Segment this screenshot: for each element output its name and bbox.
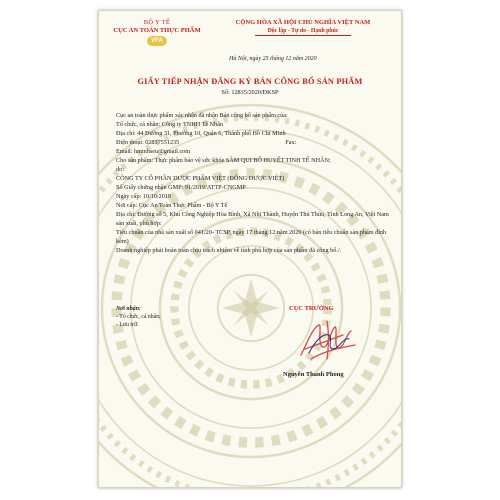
certificate-document <box>98 10 402 488</box>
intro-line: Cục an toàn thực phẩm xác nhận đã nhận Bản công bố sản phẩm của: <box>116 112 288 119</box>
agency-logo-icon: VFA <box>147 36 167 46</box>
address-line: Địa chỉ: 44 Đường 31, Phường 10, Quận 6, Thành phố Hồ Chí Minh <box>116 130 286 137</box>
country-name: CỘNG HÒA XÃ HỘI CHỦ NGHĨA VIỆT NAM <box>235 19 371 26</box>
contact-row <box>116 138 390 147</box>
ministry-name: BỘ Y TẾ <box>143 19 171 26</box>
issue-date-line: Hà Nội, ngày 25 tháng 12 năm 2020 <box>229 56 317 62</box>
signer-name: Nguyễn Thanh Phong <box>283 371 344 378</box>
signer-title: CỤC TRƯỞNG <box>289 305 334 312</box>
fax-line: Fax: <box>285 139 297 146</box>
gmp-issue-date: Ngày cấp: 10/10/2019 <box>116 193 171 200</box>
gmp-line: Số Giấy chứng nhận GMP: 91/2019/ATTP-CNGMP <box>116 184 246 191</box>
recipients-title: Nơi nhận: <box>116 306 141 312</box>
recipient-item: - Tổ chức, cá nhân; <box>116 314 161 320</box>
agency-header <box>109 19 205 46</box>
email-line: Email: hminhseu@gmail.com <box>116 148 191 155</box>
phone-line: Điện thoại: 02837551235 <box>116 139 180 146</box>
document-number: Số: 12835/2020/ĐKSP <box>221 89 279 96</box>
responsibility-statement: Doanh nghiệp phải hoàn toàn chịu trách nhiệm về tính phù hợp của sản phẩm đã công bố./. <box>116 247 342 254</box>
organization-line: Tổ chức, cá nhân: Công ty TNHH Tế Nhân <box>116 121 224 128</box>
product-standard: Tiêu chuẩn của nhà sản xuất số 041/20- TCSP, ngày 17 tháng 12 năm 2020 (có bản tiêu chuẩn sản phẩm đính kèm) <box>116 229 387 245</box>
national-header <box>211 19 395 36</box>
document-body <box>116 111 390 255</box>
document-title: GIẤY TIẾP NHẬN ĐĂNG KÝ BẢN CÔNG BỐ SẢN PHẨM <box>137 77 363 86</box>
recipient-item: - Lưu trữ. <box>116 322 139 328</box>
agency-name: CỤC AN TOÀN THỰC PHẨM <box>113 27 201 34</box>
manufacturer-line: CÔNG TY CỔ PHẦN DƯỢC PHẨM VIỆT (ĐÔNG DƯỢC VIỆT) <box>116 175 285 182</box>
factory-address: Địa chỉ: Đường số 5, Khu Công Nghiệp Hòa Bình, Xã Nhị Thành, Huyện Thủ Thừa, Tỉnh Long An, Việt Nam sản xuất, phù hợp: <box>116 211 389 227</box>
national-motto: Độc lập - Tự do - Hạnh phúc <box>267 28 339 34</box>
product-line: Cho sản phẩm: Thực phẩm bảo vệ sức khỏe SÂM QUI BỔ HUYẾT TINH TẾ NHÂN; <box>116 157 331 164</box>
recipients-block <box>116 305 161 329</box>
by-line: do: <box>116 166 124 173</box>
signature-stamp-icon <box>293 315 363 365</box>
motto-underline <box>255 35 351 36</box>
gmp-issued-by: Nơi cấp: Cục An Toàn Thực Phẩm - Bộ Y Tế <box>116 202 228 209</box>
